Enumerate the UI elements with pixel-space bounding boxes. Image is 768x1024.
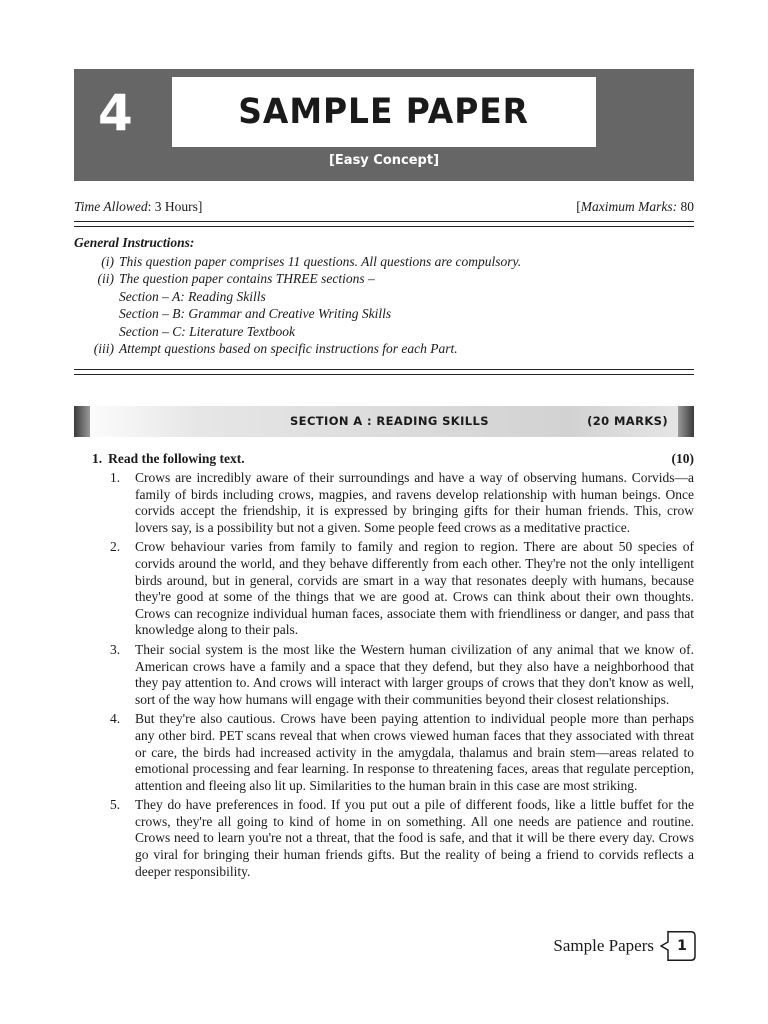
instructions-title: General Instructions: (74, 235, 195, 250)
general-instructions (74, 234, 694, 358)
page-footer (553, 931, 696, 961)
paragraph-text: Crows are incredibly aware of their surroundings and have a way of observing humans. Corvids—a family of birds including crows, magpies, and ravens develop relationship with human beings. Once corvids accept the friendship, it is expressed by bringing gifts for their human friends. This, crow lovers say, is a possibility but not a given. Some people feed crows as a meditative practice. (135, 470, 694, 535)
section-list-item: Section – C: Literature Textbook (119, 323, 295, 339)
instruction-text: Attempt questions based on specific instructions for each Part. (119, 341, 458, 356)
instruction-item (74, 340, 694, 358)
paragraph-number: 2. (110, 539, 121, 555)
paper-number: 4 (98, 84, 133, 142)
instruction-text: The question paper contains THREE sections – (119, 271, 375, 286)
marks-bracket: [ (576, 199, 581, 214)
title-box (172, 77, 596, 147)
section-list-item: Section – B: Grammar and Creative Writing Skills (119, 306, 392, 321)
section-a-header (74, 406, 694, 437)
footer-label: Sample Papers (553, 936, 654, 955)
paragraph-number: 3. (110, 641, 121, 657)
section-title: SECTION A : READING SKILLS (290, 414, 489, 428)
paragraph-number: 1. (110, 470, 121, 485)
marks-label: Maximum Marks: (580, 199, 678, 214)
paragraph-number: 5. (110, 797, 121, 813)
time-value: : 3 Hours] (147, 199, 203, 214)
passage-paragraph (110, 642, 694, 708)
instructions-divider (74, 369, 694, 375)
maximum-marks (576, 199, 694, 215)
question-number: 1. (92, 451, 103, 466)
paragraph-text: They do have preferences in food. If you put out a pile of different foods, like a little buffet for the crows, they're all going to kind of home in on something. All one needs are patience and routine. Crows need to learn you're not a threat, that the food is safe, and that it will be there every day. Crows go viral for bringing their human friends gifts. But the reality of being a friend to corvids reflects a deeper responsibility. (135, 797, 694, 879)
time-label: Time Allowed (74, 199, 148, 214)
paragraph-number: 4. (110, 711, 121, 727)
section-marks: (20 MARKS) (587, 414, 668, 428)
time-allowed (74, 199, 202, 215)
section-bar-left-cap (74, 406, 90, 437)
instruction-text: This question paper comprises 11 questions. All questions are compulsory. (119, 253, 522, 269)
paper-subtitle: [Easy Concept] (328, 153, 440, 168)
paragraph-text: Their social system is the most like the Western human civilization of any animal that we know of. American crows have a family and a space that they defend, but they also have a neighborhood that they pay attention to. And crows will interact with larger groups of crows that they don't know as well, sort of the way how humans will engage with their communities beyond their closest relationships. (135, 641, 694, 707)
question-text: Read the following text. (108, 451, 245, 466)
section-list-item: Section – A: Reading Skills (119, 288, 266, 304)
instruction-item (74, 253, 694, 271)
question-header (92, 451, 694, 467)
marks-value: 80 (677, 199, 694, 214)
passage (110, 470, 694, 883)
top-divider (74, 221, 694, 227)
paragraph-text: Crow behaviour varies from family to family and region to region. There are about 50 species of corvids around the world, and they behave differently from each other. They're not the only intelligent birds around, but in general, corvids are smart in a way that resonates deeply with humans, because they're good at some of the things that we are good at. Crows can think about their own thoughts. Crows can recognize individual human faces, associate them with friendliness or danger, and pass that knowledge along to their pals. (135, 539, 694, 638)
paragraph-text: But they're also cautious. Crows have been paying attention to individual people more than perhaps any other bird. PET scans reveal that when crows viewed human faces that they associated with threat or care, the birds had increased activity in the amygdala, thalamus and brain stem—areas related to emotional processing and fear learning. In response to threatening faces, areas that regulate perception, attention and fleeing also lit up. Similarities to the human brain in this case are most striking. (135, 711, 694, 793)
instruction-item (74, 270, 694, 288)
passage-paragraph (110, 797, 694, 880)
question-marks: (10) (671, 451, 694, 466)
passage-paragraph (110, 711, 694, 794)
section-bar-right-cap (678, 406, 694, 437)
question-prompt (92, 451, 245, 467)
passage-paragraph (110, 539, 694, 639)
instruction-number: (i) (101, 253, 114, 269)
exam-meta (74, 199, 694, 215)
page-number: 1 (677, 938, 687, 954)
page-number-badge (660, 931, 696, 961)
paper-banner (74, 69, 694, 181)
instruction-number: (ii) (97, 271, 114, 286)
paper-title: SAMPLE PAPER (238, 92, 530, 132)
instruction-number: (iii) (93, 341, 114, 356)
passage-paragraph (110, 470, 694, 536)
